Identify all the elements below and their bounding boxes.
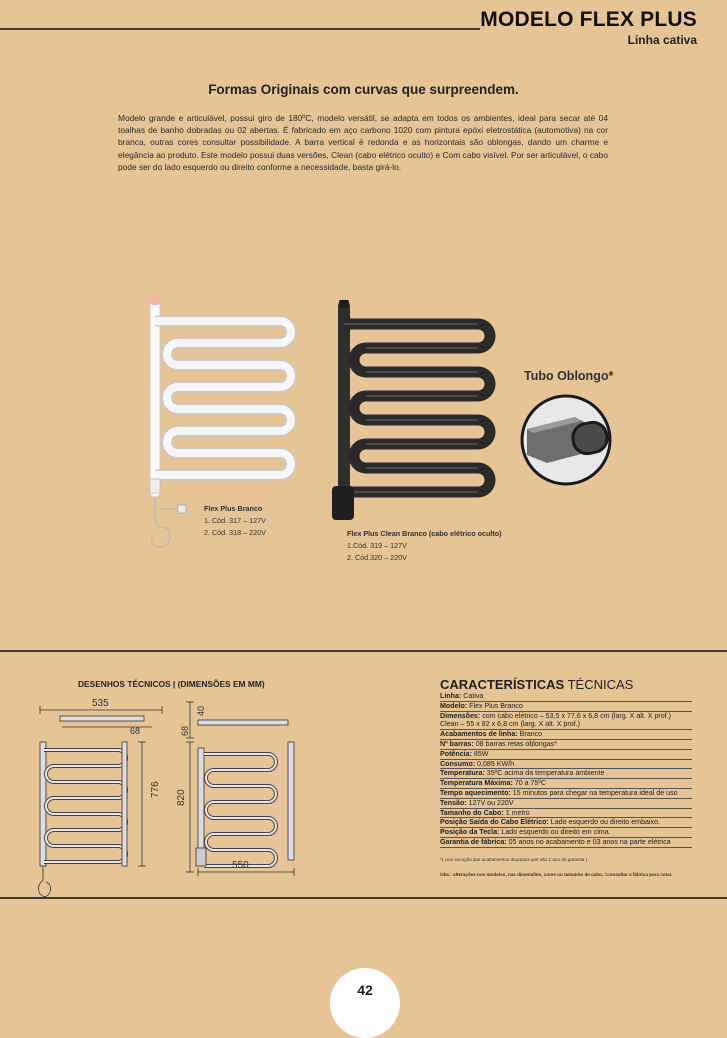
spec-row: Modelo: Flex Plus Branco	[440, 702, 692, 712]
spec-row: Tempo aquecimento: 15 minutos para chegar na temperatura ideal de uso	[440, 789, 692, 799]
specs-obs: Obs.: alterações nos modelos, nas dimensões, cores ou tamanho de cabo, =consultar a fábrica para cotar.	[440, 872, 673, 877]
product-2-caption	[347, 528, 502, 564]
product-2-code-2: 2. Cód.320 – 220V	[347, 553, 407, 562]
spec-row: Linha: Cativa	[440, 692, 692, 702]
front-width-dimension: 535	[92, 698, 109, 709]
dark-towel-warmer-image	[330, 298, 500, 528]
specs-title-bold: CARACTERÍSTICAS	[440, 677, 565, 692]
side-height-dimension: 820	[176, 789, 187, 806]
product-description: Modelo grande e articulável, possui giro de 180ºC, modelo versátil, se adapta em todos os ambientes, ideal para secar até 04 toalhas de banho dobradas ou 02 abertas. É fabricado em aço carbono 1020 com pintura epóxi eletrostática (automotiva) na cor branca, outras cores consultar possibilidade. A barra vertical é redonda e as horizontais são oblongas, dando um charme e elegância ao produto. Este modelo possui duas versões, Clean (cabo elétrico oculto) e Com cabo visível. Por ser articulável, o cabo pode ser do lado esquerdo ou direito conforme a necessidade, basta girá-lo.	[118, 113, 608, 172]
spec-row: Posição da Tecla: Lado esquerdo ou direito em cima.	[440, 828, 692, 838]
spec-row: Temperatura: 35ºC acima da temperatura ambiente	[440, 769, 692, 779]
product-1-code-1: 1. Cód. 317 – 127V	[204, 516, 266, 525]
front-technical-drawing	[22, 690, 182, 900]
spec-row: Potência: 85W	[440, 750, 692, 760]
specs-footnote: *( com exceção dos acabamentos dourados que são 1 ano de garantia )	[440, 857, 588, 862]
product-2-code-1: 1.Cód. 319 – 127V	[347, 541, 407, 550]
spec-row: Consumo: 0,085 KW/h	[440, 760, 692, 770]
oblong-tube-detail-image	[519, 393, 613, 487]
spec-row: Posição Saída do Cabo Elétrico: Lado esquerdo ou direito embaixo.	[440, 818, 692, 828]
spec-row: Temperatura Máxima: 70 a 75ºC	[440, 779, 692, 789]
side-width-dimension: 550	[232, 860, 249, 871]
product-1-caption	[204, 503, 266, 539]
page-title: MODELO FLEX PLUS	[480, 8, 697, 31]
specs-title-rest: TÉCNICAS	[564, 677, 634, 692]
front-height-dimension: 776	[150, 781, 161, 798]
spec-row: Dimensões: com cabo elétrico – 53,5 x 77,6 x 6,8 cm (larg. X alt. X prof.)	[440, 711, 672, 720]
specs-title	[440, 677, 633, 692]
spec-row: Garantia de fábrica: 05 anos no acabamento e 03 anos na parte elétrica	[440, 838, 692, 848]
front-offset-dimension: 68	[130, 726, 141, 736]
product-1-code-2: 2. Cód. 318 – 220V	[204, 528, 266, 537]
headline: Formas Originais com curvas que surpreendem.	[208, 82, 519, 97]
spec-row: Clean – 55 x 82 x 6,8 cm (larg. X alt. X prof.)	[440, 720, 692, 730]
page-number-badge	[330, 968, 400, 1038]
tube-label: Tubo Oblongo*	[524, 369, 614, 383]
technical-drawings-title: DESENHOS TÉCNICOS | (DIMENSÕES EM MM)	[78, 679, 265, 689]
product-2-name: Flex Plus Clean Branco (cabo elétrico oculto)	[347, 529, 502, 538]
spec-row: Acabamentos de linha: Branco	[440, 730, 692, 740]
side-top-dimension: 40	[196, 705, 206, 716]
spec-row: Nº barras: 08 barras retas oblongas*	[440, 740, 692, 750]
section-divider-top	[0, 650, 727, 652]
page-number: 42	[357, 982, 373, 998]
spec-row: Tamanho do Cabo: 1 metro	[440, 809, 692, 819]
specs-table	[440, 692, 692, 848]
page-subtitle: Linha cativa	[627, 33, 697, 47]
product-1-name: Flex Plus Branco	[204, 504, 263, 513]
side-offset-dimension: 68	[180, 725, 190, 736]
side-technical-drawing	[168, 698, 308, 888]
header-rule-left	[0, 28, 480, 30]
spec-row: Tensão: 127V ou 220V	[440, 799, 692, 809]
